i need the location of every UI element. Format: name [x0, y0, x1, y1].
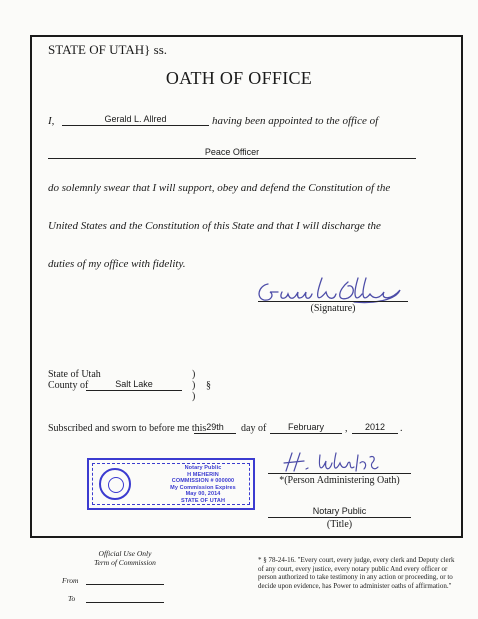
jurat-year: 2012 [364, 422, 386, 432]
stamp-line-4: My Commission Expires [170, 484, 236, 491]
stamp-line-3: COMMISSION # 000000 [171, 478, 235, 485]
office-field: Peace Officer [204, 147, 260, 157]
jurat-period: . [400, 423, 403, 434]
stamp-line-6: STATE OF UTAH [180, 497, 226, 504]
oath-text-line-1: do solemnly swear that I will support, obey and defend the Constitution of the [48, 182, 391, 194]
venue-county-label: County of [48, 380, 89, 391]
page-title: OATH OF OFFICE [165, 68, 313, 88]
jurat-day-of: day of [241, 423, 267, 434]
title-underline [268, 517, 411, 518]
administering-line [268, 473, 411, 474]
year-underline [352, 433, 398, 434]
stamp-line-5: May 00, 2014 [185, 491, 221, 498]
official-use-heading: Official Use Only [98, 549, 152, 558]
jurat-prefix: Subscribed and sworn to before me this [48, 423, 207, 434]
state-seal-icon [99, 468, 131, 500]
stamp-line-2: H MEHERIN [187, 471, 219, 478]
venue-paren-2: ) [192, 380, 196, 391]
title-field: Notary Public [312, 506, 367, 516]
county-field: Salt Lake [115, 379, 153, 389]
office-underline [48, 158, 416, 159]
official-use-term: Term of Commission [94, 558, 156, 567]
jurat-month: February [287, 422, 324, 432]
from-underline [86, 584, 164, 585]
stamp-line-1: Notary Public [184, 465, 222, 471]
county-underline [86, 390, 182, 391]
appointee-name-field: Gerald L. Allred [104, 114, 167, 124]
signature-caption: (Signature) [310, 303, 356, 314]
notary-stamp [87, 458, 255, 510]
official-use-from-label: From [62, 576, 79, 585]
jurat-day: 29th [206, 422, 224, 432]
oath-pronoun: I, [48, 115, 55, 127]
venue-paren-3: ) [192, 391, 196, 402]
oath-text-line-2: United States and the Constitution of this State and that I will discharge the [48, 220, 381, 232]
venue-paren-1: ) [192, 369, 196, 380]
section-symbol: § [206, 380, 211, 391]
venue-state: State of Utah [48, 369, 101, 380]
statute-footnote: * § 78-24-16. "Every court, every judge, every clerk and Deputy clerk of any court, every justice, every notary public And every officer or person authorized to take testimony in any action or proceeding, or to decide upon evidence, has Power to administer oaths of affirmation." [258, 556, 455, 590]
month-underline [270, 433, 342, 434]
jurat-comma: , [345, 423, 348, 434]
appointed-text: having been appointed to the office of [212, 115, 379, 127]
to-underline [86, 602, 164, 603]
signature-line [258, 301, 408, 302]
name-underline [62, 125, 209, 126]
state-venue-header: STATE OF UTAH} ss. [48, 42, 167, 57]
administering-caption: *(Person Administering Oath) [279, 475, 400, 486]
administering-signature [278, 449, 388, 475]
oath-text-line-3: duties of my office with fidelity. [48, 258, 186, 270]
title-caption: (Title) [326, 519, 353, 530]
day-underline [194, 433, 236, 434]
official-use-to-label: To [68, 594, 76, 603]
